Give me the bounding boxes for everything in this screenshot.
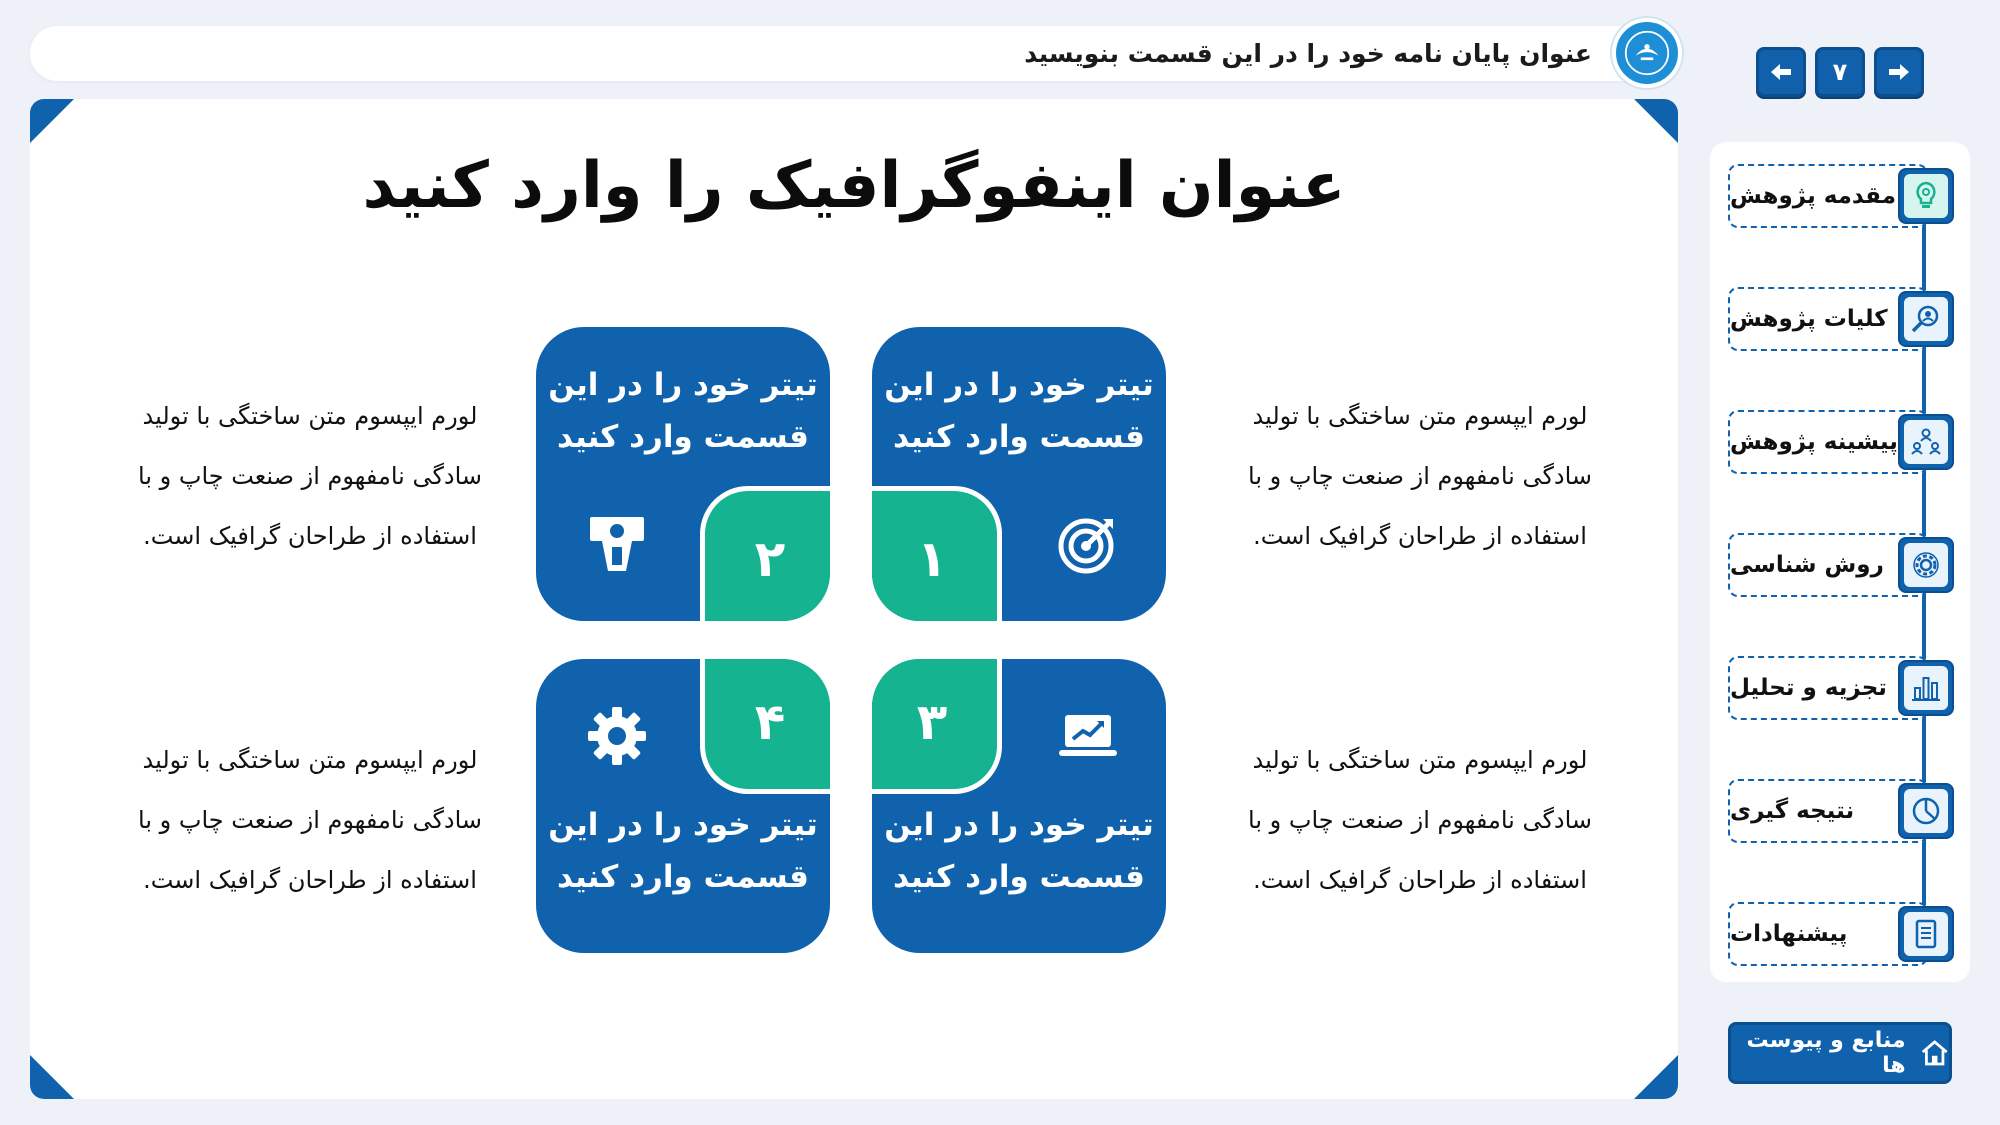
infographic-title: عنوان اینفوگرافیک را وارد کنید [362, 149, 1346, 223]
arrow-right-icon [1885, 58, 1913, 86]
document-icon [1898, 906, 1954, 962]
page-number: ۷ [1815, 47, 1865, 97]
tile-title: تیتر خود را در این قسمت وارد کنید [548, 367, 818, 455]
sidebar-item-suggestions[interactable] [1728, 902, 1952, 966]
sidebar-item-label: مقدمه پژوهش [1728, 164, 1928, 228]
infographic-tile-2 [536, 327, 830, 621]
sidebar-item-literature[interactable] [1728, 410, 1952, 474]
university-logo [1612, 18, 1682, 88]
infographic-tile-1 [872, 327, 1166, 621]
corner-decoration [30, 1055, 74, 1099]
laptop-chart-icon [1057, 705, 1119, 767]
tile-3-description: لورم ایپسوم متن ساختگی با تولید سادگی نامفهوم از صنعت چاپ و با استفاده از طراحان گرافیک است. [1248, 746, 1592, 894]
tile-title: تیتر خود را در این قسمت وارد کنید [548, 807, 818, 895]
gear-icon [1898, 537, 1954, 593]
infographic-tile-4 [536, 659, 830, 953]
arrow-left-icon [1767, 58, 1795, 86]
tile-1-description: لورم ایپسوم متن ساختگی با تولید سادگی نامفهوم از صنعت چاپ و با استفاده از طراحان گرافیک است. [1248, 402, 1592, 550]
sidebar-item-label: نتیجه گیری [1728, 779, 1928, 843]
tile-4-description: لورم ایپسوم متن ساختگی با تولید سادگی نامفهوم از صنعت چاپ و با استفاده از طراحان گرافیک است. [138, 746, 482, 894]
target-icon [1057, 513, 1119, 575]
corner-decoration [1634, 1055, 1678, 1099]
tile-title: تیتر خود را در این قسمت وارد کنید [884, 367, 1154, 455]
thesis-title: عنوان پایان نامه خود را در این قسمت بنویسید [1024, 39, 1592, 68]
sidebar-item-analysis[interactable] [1728, 656, 1952, 720]
tile-number: ۲ [700, 486, 830, 621]
infographic-tile-3 [872, 659, 1166, 953]
home-icon [1920, 1037, 1949, 1069]
tile-number: ۳ [872, 659, 1002, 794]
resources-button[interactable] [1728, 1022, 1952, 1084]
previous-page-button[interactable] [1756, 47, 1806, 97]
sidebar-item-overview[interactable] [1728, 287, 1952, 351]
corner-decoration [1634, 99, 1678, 143]
sidebar-item-methodology[interactable] [1728, 533, 1952, 597]
pie-chart-icon [1898, 783, 1954, 839]
sidebar-item-label: پیشنهادات [1728, 902, 1928, 966]
lightbulb-icon [1898, 168, 1954, 224]
sidebar-item-label: کلیات پژوهش [1728, 287, 1928, 351]
sidebar-item-label: تجزیه و تحلیل [1728, 656, 1928, 720]
tile-title: تیتر خود را در این قسمت وارد کنید [884, 807, 1154, 895]
resources-button-label: منابع و پیوست ها [1746, 1028, 1906, 1078]
chapter-sidebar [1710, 142, 1970, 982]
presenter-icon [586, 513, 648, 575]
gear-icon [586, 705, 648, 767]
sidebar-item-label: روش شناسی [1728, 533, 1928, 597]
sidebar-item-conclusion[interactable] [1728, 779, 1952, 843]
sidebar-item-label: پیشینه پژوهش [1728, 410, 1928, 474]
sidebar-item-introduction[interactable] [1728, 164, 1952, 228]
header-bar [30, 26, 1680, 81]
search-user-icon [1898, 291, 1954, 347]
team-hierarchy-icon [1898, 414, 1954, 470]
tile-number: ۴ [700, 659, 830, 794]
tile-2-description: لورم ایپسوم متن ساختگی با تولید سادگی نامفهوم از صنعت چاپ و با استفاده از طراحان گرافیک است. [138, 402, 482, 550]
tile-number: ۱ [872, 486, 1002, 621]
bar-chart-icon [1898, 660, 1954, 716]
page-navigation [1756, 47, 1924, 97]
next-page-button[interactable] [1874, 47, 1924, 97]
infographic-card [30, 99, 1678, 1099]
corner-decoration [30, 99, 74, 143]
